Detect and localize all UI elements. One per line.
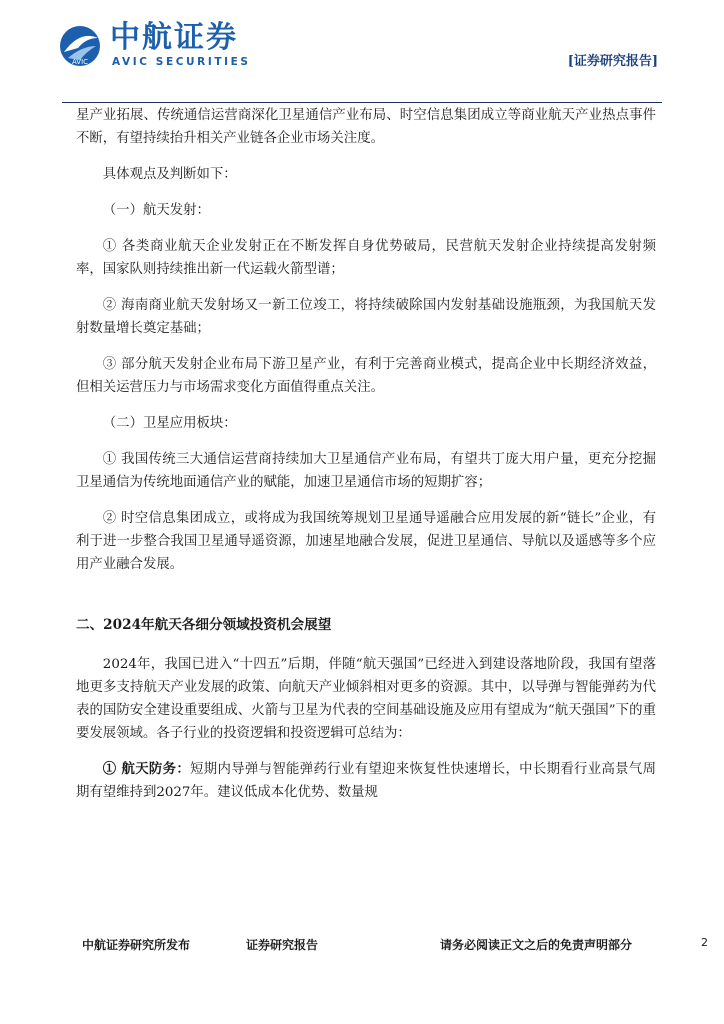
launch-point-2: ② 海南商业航天发射场又一新工位竣工，将持续破除国内发射基础设施瓶颈，为我国航天发射数量增长奠定基础； (76, 298, 656, 336)
judgement-paragraph: 具体观点及判断如下： (102, 167, 237, 182)
page-footer (0, 936, 724, 960)
avic-logo (58, 22, 268, 72)
intro-paragraph: 星产业拓展、传统通信运营商深化卫星通信产业布局、时空信息集团成立等商业航天产业热点事件不断，有望持续抬升相关产业链各企业市场关注度。 (76, 108, 656, 146)
satellite-point-2: ② 时空信息集团成立，或将成为我国统筹规划卫星通导遥融合应用发展的新“链长”企业，有利于进一步整合我国卫星通导遥资源，加速星地融合发展，促进卫星通信、导航以及遥感等多个应用产业融合发展。 (76, 511, 656, 572)
report-type-tag: [证券研究报告] (567, 54, 658, 69)
launch-point-1: ① 各类商业航天企业发射正在不断发挥自身优势破局，民营航天发射企业持续提高发射频率，国家队则持续推出新一代运载火箭型谱； (76, 239, 656, 277)
footer-publisher: 中航证券研究所发布 (82, 938, 191, 952)
footer-disclaimer: 请务必阅读正文之后的免责声明部分 (440, 938, 633, 952)
launch-point-3: ③ 部分航天发射企业布局下游卫星产业，有利于完善商业模式，提高企业中长期经济效益，但相关运营压力与市场需求变化方面值得重点关注。 (76, 357, 656, 395)
logo-chinese-name: 中航证券 (110, 20, 238, 55)
outlook-paragraph: 2024年，我国已进入“十四五”后期，伴随“航天强国”已经进入到建设落地阶段，我国有望落地更多支持航天产业发展的政策、向航天产业倾斜相对更多的资源。其中，以导弹与智能弹药为代表的国防安全建设重要组成、火箭与卫星为代表的空间基础设施及应用有望成为“航天强国”下的重要发展领域。各子行业的投资逻辑和投资逻辑可总结为： (76, 657, 656, 741)
page-number: 2 (701, 936, 708, 949)
defense-paragraph (76, 758, 656, 804)
document-body (76, 104, 656, 804)
logo-english-name: AVIC SECURITIES (112, 56, 251, 68)
avic-logo-mark-icon (58, 24, 102, 68)
logo-mark-text: AVIC (71, 58, 89, 66)
subsection-launch-title: （一）航天发射： (102, 203, 210, 218)
defense-label: ① 航天防务： (102, 761, 191, 777)
header-divider (62, 102, 662, 103)
section-heading: 二、2024年航天各细分领域投资机会展望 (76, 617, 332, 633)
subsection-satellite-title: （二）卫星应用板块： (102, 416, 237, 431)
footer-report-type: 证券研究报告 (246, 938, 319, 952)
defense-text: 短期内导弹与智能弹药行业有望迎来恢复性快速增长，中长期看行业高景气周期有望维持到2027年。建议低成本化优势、数量规 (76, 762, 656, 800)
satellite-point-1: ① 我国传统三大通信运营商持续加大卫星通信产业布局，有望共丁庞大用户量，更充分挖掘卫星通信为传统地面通信产业的赋能，加速卫星通信市场的短期扩容； (76, 452, 656, 490)
page-header (0, 0, 724, 100)
